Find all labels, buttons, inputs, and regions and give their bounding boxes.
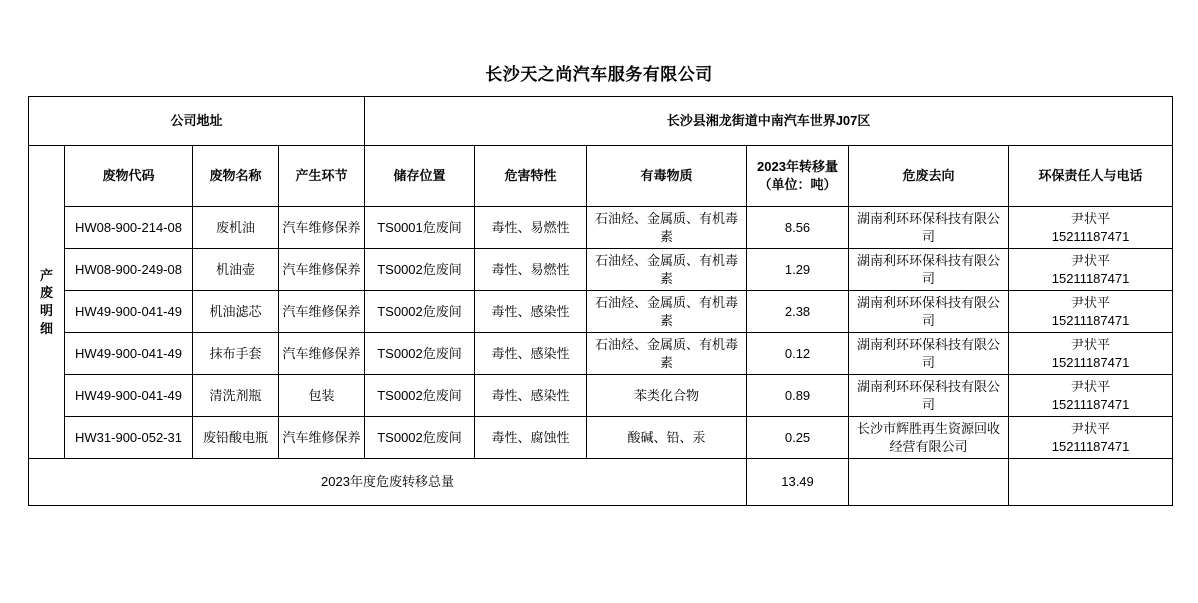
cell-storage: TS0002危废间 — [365, 333, 475, 375]
cell-destination: 湖南利环环保科技有限公司 — [849, 333, 1009, 375]
cell-name: 清洗剂瓶 — [193, 375, 279, 417]
cell-storage: TS0001危废间 — [365, 207, 475, 249]
cell-responsible-phone: 15211187471 — [1051, 270, 1130, 286]
cell-amount: 0.89 — [747, 375, 849, 417]
cell-toxic: 石油烃、金属质、有机毒素 — [587, 207, 747, 249]
column-header-responsible-person: 环保责任人与电话 — [1009, 146, 1173, 207]
cell-name: 机油滤芯 — [193, 291, 279, 333]
cell-destination: 湖南利环环保科技有限公司 — [849, 375, 1009, 417]
cell-destination: 湖南利环环保科技有限公司 — [849, 249, 1009, 291]
cell-stage: 包装 — [279, 375, 365, 417]
table-row — [29, 333, 1173, 375]
cell-name: 废机油 — [193, 207, 279, 249]
cell-code: HW49-900-041-49 — [65, 291, 193, 333]
cell-hazard: 毒性、易燃性 — [475, 207, 587, 249]
cell-hazard: 毒性、感染性 — [475, 333, 587, 375]
cell-responsible-phone: 15211187471 — [1051, 228, 1130, 244]
cell-code: HW49-900-041-49 — [65, 375, 193, 417]
cell-responsible-person: 尹状平 — [1071, 336, 1111, 352]
cell-responsible — [1009, 375, 1173, 417]
column-header-transfer-amount-line1: 2023年转移量 — [757, 159, 838, 175]
address-label: 公司地址 — [29, 97, 365, 146]
side-label-char-0: 产 — [39, 267, 53, 283]
column-header-transfer-amount — [747, 146, 849, 207]
column-header-hazard: 危害特性 — [475, 146, 587, 207]
waste-detail-table — [28, 96, 1173, 506]
total-label: 2023年度危废转移总量 — [29, 459, 747, 506]
total-empty-cell-2 — [1009, 459, 1173, 506]
cell-responsible-phone: 15211187471 — [1051, 312, 1130, 328]
column-header-destination: 危废去向 — [849, 146, 1009, 207]
column-header-storage: 储存位置 — [365, 146, 475, 207]
address-value: 长沙县湘龙街道中南汽车世界J07区 — [365, 97, 1173, 146]
cell-code: HW31-900-052-31 — [65, 417, 193, 459]
column-header-stage: 产生环节 — [279, 146, 365, 207]
cell-toxic: 石油烃、金属质、有机毒素 — [587, 333, 747, 375]
cell-name: 废铅酸电瓶 — [193, 417, 279, 459]
cell-storage: TS0002危废间 — [365, 375, 475, 417]
waste-detail-table-wrapper — [28, 96, 1172, 506]
cell-stage: 汽车维修保养 — [279, 333, 365, 375]
total-value: 13.49 — [747, 459, 849, 506]
table-row — [29, 291, 1173, 333]
total-row — [29, 459, 1173, 506]
cell-amount: 0.25 — [747, 417, 849, 459]
column-header-toxic: 有毒物质 — [587, 146, 747, 207]
cell-responsible — [1009, 291, 1173, 333]
cell-responsible-person: 尹状平 — [1071, 252, 1111, 268]
table-row — [29, 207, 1173, 249]
cell-responsible — [1009, 417, 1173, 459]
cell-responsible-phone: 15211187471 — [1051, 354, 1130, 370]
cell-responsible-phone: 15211187471 — [1051, 438, 1130, 454]
cell-storage: TS0002危废间 — [365, 249, 475, 291]
address-row — [29, 97, 1173, 146]
cell-hazard: 毒性、感染性 — [475, 375, 587, 417]
cell-responsible-person: 尹状平 — [1071, 420, 1111, 436]
cell-name: 机油壶 — [193, 249, 279, 291]
cell-responsible-person: 尹状平 — [1071, 378, 1111, 394]
cell-code: HW08-900-214-08 — [65, 207, 193, 249]
total-empty-cell-1 — [849, 459, 1009, 506]
cell-storage: TS0002危废间 — [365, 417, 475, 459]
cell-toxic: 苯类化合物 — [587, 375, 747, 417]
table-row — [29, 249, 1173, 291]
cell-storage: TS0002危废间 — [365, 291, 475, 333]
column-header-code: 废物代码 — [65, 146, 193, 207]
cell-stage: 汽车维修保养 — [279, 207, 365, 249]
cell-stage: 汽车维修保养 — [279, 291, 365, 333]
cell-amount: 0.12 — [747, 333, 849, 375]
cell-responsible — [1009, 333, 1173, 375]
cell-destination: 湖南利环环保科技有限公司 — [849, 291, 1009, 333]
side-label-char-2: 明 — [39, 303, 53, 318]
cell-responsible-phone: 15211187471 — [1051, 396, 1130, 412]
cell-hazard: 毒性、易燃性 — [475, 249, 587, 291]
cell-name: 抹布手套 — [193, 333, 279, 375]
cell-amount: 1.29 — [747, 249, 849, 291]
cell-hazard: 毒性、感染性 — [475, 291, 587, 333]
table-header-row — [29, 146, 1173, 207]
page-title: 长沙天之尚汽车服务有限公司 — [485, 65, 713, 84]
cell-hazard: 毒性、腐蚀性 — [475, 417, 587, 459]
table-row — [29, 375, 1173, 417]
side-vertical-label — [29, 146, 65, 459]
cell-toxic: 石油烃、金属质、有机毒素 — [587, 291, 747, 333]
cell-code: HW49-900-041-49 — [65, 333, 193, 375]
cell-stage: 汽车维修保养 — [279, 417, 365, 459]
cell-toxic: 酸碱、铅、汞 — [587, 417, 747, 459]
cell-amount: 8.56 — [747, 207, 849, 249]
cell-stage: 汽车维修保养 — [279, 249, 365, 291]
table-row — [29, 417, 1173, 459]
cell-responsible-person: 尹状平 — [1071, 294, 1111, 310]
cell-responsible — [1009, 207, 1173, 249]
column-header-name: 废物名称 — [193, 146, 279, 207]
cell-destination: 湖南利环环保科技有限公司 — [849, 207, 1009, 249]
side-label-char-3: 细 — [39, 320, 53, 336]
cell-destination: 长沙市辉胜再生资源回收经营有限公司 — [849, 417, 1009, 459]
cell-amount: 2.38 — [747, 291, 849, 333]
cell-responsible — [1009, 249, 1173, 291]
column-header-transfer-amount-line2: （单位：吨） — [758, 177, 837, 192]
side-label-char-1: 废 — [39, 285, 53, 301]
cell-responsible-person: 尹状平 — [1071, 210, 1111, 226]
cell-toxic: 石油烃、金属质、有机毒素 — [587, 249, 747, 291]
cell-code: HW08-900-249-08 — [65, 249, 193, 291]
